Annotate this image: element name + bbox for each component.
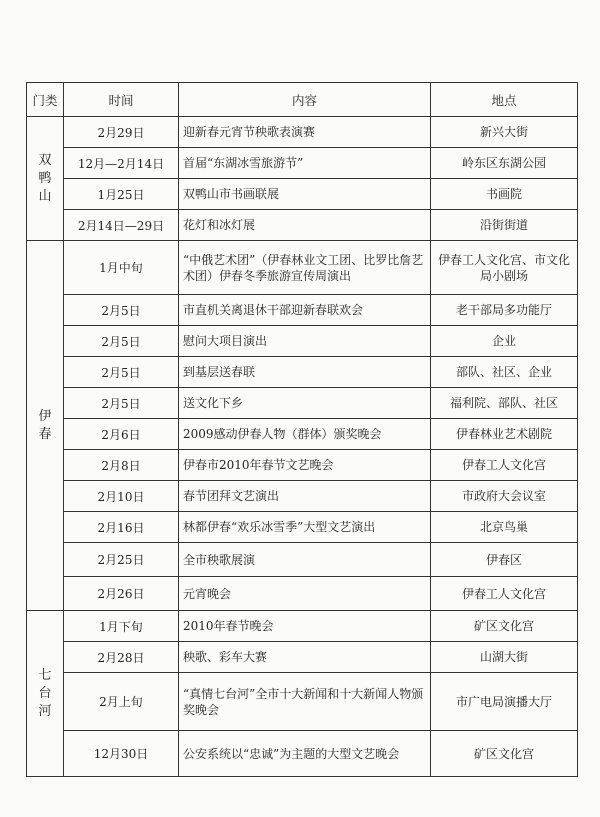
place-cell: 伊春工人文化宫、市文化局小剧场 <box>431 241 578 295</box>
time-cell: 2月10日 <box>64 481 179 512</box>
time-cell: 2月8日 <box>64 450 179 481</box>
time-cell: 2月16日 <box>64 512 179 543</box>
content-cell: “中俄艺术团”（伊春林业文工团、比罗比詹艺术团）伊春冬季旅游宣传周演出 <box>179 241 431 295</box>
time-cell: 2月上旬 <box>64 673 179 731</box>
events-sheet <box>26 82 578 777</box>
time-cell: 2月5日 <box>64 357 179 388</box>
content-cell: 迎新春元宵节秧歌表演赛 <box>179 117 431 148</box>
table-row <box>27 642 578 673</box>
table-row <box>27 388 578 419</box>
time-cell: 1月下旬 <box>64 611 179 642</box>
place-cell: 沿街街道 <box>431 210 578 241</box>
time-cell: 2月25日 <box>64 543 179 577</box>
place-cell: 伊春工人文化宫 <box>431 577 578 611</box>
category-char: 春 <box>38 426 52 442</box>
category-char: 台 <box>38 685 52 701</box>
category-cell-yichun <box>27 241 64 611</box>
category-char: 鸭 <box>38 170 52 186</box>
time-cell: 2月5日 <box>64 295 179 326</box>
content-cell: 慰问大项目演出 <box>179 326 431 357</box>
content-cell: 2010年春节晚会 <box>179 611 431 642</box>
place-cell: 伊春林业艺术剧院 <box>431 419 578 450</box>
table-row <box>27 241 578 295</box>
table-row <box>27 611 578 642</box>
table-row <box>27 512 578 543</box>
table-row <box>27 731 578 777</box>
content-cell: 公安系统以“忠诚”为主题的大型文艺晚会 <box>179 731 431 777</box>
table-row <box>27 179 578 210</box>
table-body <box>27 117 578 777</box>
content-cell: 市直机关离退休干部迎新春联欢会 <box>179 295 431 326</box>
category-char: 伊 <box>38 408 52 424</box>
category-char: 七 <box>38 667 52 683</box>
place-cell: 伊春工人文化宫 <box>431 450 578 481</box>
table-row <box>27 210 578 241</box>
category-cell-shuangyashan <box>27 117 64 241</box>
place-cell: 矿区文化宫 <box>431 731 578 777</box>
content-cell: 送文化下乡 <box>179 388 431 419</box>
place-cell: 岭东区东湖公园 <box>431 148 578 179</box>
place-cell: 市广电局演播大厅 <box>431 673 578 731</box>
content-cell: 元宵晚会 <box>179 577 431 611</box>
place-cell: 北京鸟巢 <box>431 512 578 543</box>
table-row <box>27 117 578 148</box>
place-cell: 部队、社区、企业 <box>431 357 578 388</box>
table-row <box>27 357 578 388</box>
category-cell-qitaihe <box>27 611 64 777</box>
header-place: 地点 <box>431 83 578 117</box>
table-row <box>27 419 578 450</box>
time-cell: 1月25日 <box>64 179 179 210</box>
content-cell: 首届“东湖冰雪旅游节” <box>179 148 431 179</box>
place-cell: 矿区文化宫 <box>431 611 578 642</box>
header-time: 时间 <box>64 83 179 117</box>
table-row <box>27 450 578 481</box>
place-cell: 福利院、部队、社区 <box>431 388 578 419</box>
place-cell: 市政府大会议室 <box>431 481 578 512</box>
table-row <box>27 481 578 512</box>
content-cell: 林都伊春“欢乐冰雪季”大型文艺演出 <box>179 512 431 543</box>
content-cell: 双鸭山市书画联展 <box>179 179 431 210</box>
table-row <box>27 148 578 179</box>
time-cell: 2月29日 <box>64 117 179 148</box>
time-cell: 12月—2月14日 <box>64 148 179 179</box>
time-cell: 2月6日 <box>64 419 179 450</box>
place-cell: 书画院 <box>431 179 578 210</box>
events-table <box>26 82 578 777</box>
content-cell: 秧歌、彩车大赛 <box>179 642 431 673</box>
category-char: 河 <box>38 703 52 719</box>
table-row <box>27 543 578 577</box>
time-cell: 2月5日 <box>64 388 179 419</box>
content-cell: “真情七台河”全市十大新闻和十大新闻人物颁奖晚会 <box>179 673 431 731</box>
time-cell: 2月5日 <box>64 326 179 357</box>
header-category: 门类 <box>27 83 64 117</box>
category-char: 双 <box>38 152 52 168</box>
place-cell: 企业 <box>431 326 578 357</box>
content-cell: 2009感动伊春人物（群体）颁奖晚会 <box>179 419 431 450</box>
time-cell: 2月14日—29日 <box>64 210 179 241</box>
place-cell: 新兴大街 <box>431 117 578 148</box>
content-cell: 伊春市2010年春节文艺晚会 <box>179 450 431 481</box>
time-cell: 1月中旬 <box>64 241 179 295</box>
time-cell: 2月26日 <box>64 577 179 611</box>
place-cell: 伊春区 <box>431 543 578 577</box>
category-char: 山 <box>38 188 52 204</box>
content-cell: 花灯和冰灯展 <box>179 210 431 241</box>
table-header-row <box>27 83 578 117</box>
time-cell: 12月30日 <box>64 731 179 777</box>
table-row <box>27 295 578 326</box>
table-row <box>27 577 578 611</box>
content-cell: 春节团拜文艺演出 <box>179 481 431 512</box>
time-cell: 2月28日 <box>64 642 179 673</box>
table-row <box>27 673 578 731</box>
place-cell: 老干部局多功能厅 <box>431 295 578 326</box>
header-content: 内容 <box>179 83 431 117</box>
table-row <box>27 326 578 357</box>
content-cell: 到基层送春联 <box>179 357 431 388</box>
place-cell: 山湖大街 <box>431 642 578 673</box>
content-cell: 全市秧歌展演 <box>179 543 431 577</box>
